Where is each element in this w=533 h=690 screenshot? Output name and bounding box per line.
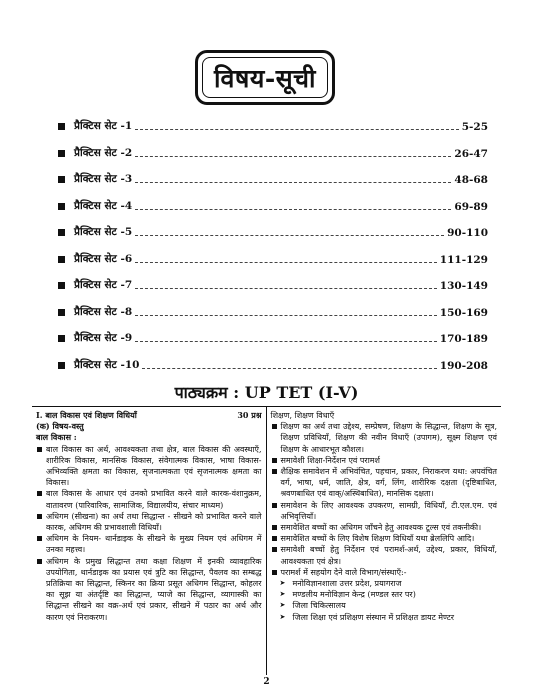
dotted-leader bbox=[142, 368, 436, 369]
list-item: परामर्श में सहयोग देने वाले विभाग/संस्थाएँ:- bbox=[271, 567, 498, 578]
toc-label: प्रैक्टिस सेट -2 bbox=[74, 146, 133, 159]
toc-pages: 130-149 bbox=[439, 280, 488, 292]
toc-pages: 170-189 bbox=[439, 333, 488, 345]
syllabus-right-column bbox=[267, 407, 502, 675]
toc-label: प्रैक्टिस सेट -4 bbox=[74, 199, 133, 212]
toc-row[interactable] bbox=[58, 171, 488, 186]
bullet-square-icon bbox=[58, 362, 65, 369]
toc-pages: 26-47 bbox=[454, 147, 488, 160]
toc-pages: 111-129 bbox=[439, 253, 488, 266]
toc-label: प्रैक्टिस सेट -5 bbox=[74, 226, 133, 238]
title-box bbox=[195, 50, 335, 105]
sub-list-item: ➤ मण्डलीय मनोविज्ञान केन्द्र (मण्डल स्तर पर) bbox=[271, 589, 498, 600]
list-item: समावेशी शिक्षा-निर्देशन एवं परामर्श bbox=[271, 455, 498, 466]
sub-list-item: ➤ जिला चिकित्सालय bbox=[271, 600, 498, 611]
sub-list-item: ➤ जिला शिक्षा एवं प्रशिक्षण संस्थान में प्रशिक्षत डायट मेण्टर bbox=[271, 612, 498, 623]
page-number: 2 bbox=[263, 677, 270, 687]
bullet-square-icon bbox=[58, 256, 65, 263]
bullet-square-icon bbox=[58, 335, 65, 342]
toc-row[interactable] bbox=[58, 118, 488, 133]
toc-label: प्रैक्टिस सेट -7 bbox=[74, 279, 133, 291]
list-item: समावेशित बच्चों का अधिगम जाँचने हेतु आवश्यक टूल्स एवं तकनीकी। bbox=[271, 522, 498, 533]
bullet-square-icon bbox=[58, 282, 65, 289]
sub-heading: (क) विषय-वस्तु bbox=[36, 421, 84, 432]
toc-label: प्रैक्टिस सेट -9 bbox=[74, 332, 133, 344]
dotted-leader bbox=[135, 341, 437, 342]
toc-row[interactable] bbox=[58, 251, 488, 266]
toc-label: प्रैक्टिस सेट -6 bbox=[74, 252, 133, 265]
toc-label: प्रैक्टिस सेट -3 bbox=[74, 173, 133, 185]
list-item: अधिगम के प्रमुख सिद्धान्त तथा कक्षा शिक्षण में इनकी व्यावहारिक उपयोगिता, थार्नडाइक का प्रयास एवं त्रुटि का सिद्धान्त, पैवलव का सम्बद्ध प्रतिक्रिया का सिद्धान्त, स्किनर का क्रिया प्रसूत अधिगम सिद्धान्त, कोहलर का सूझ या अंतर्दृष्टि का सिद्धान्त, प्याजे का सिद्धान्त, व्यागास्की का सिद्धान्त सीखने का वक्र-अर्थ एवं प्रकार, सीखने में पठार का अर्थ और कारण एवं निराकरण। bbox=[36, 556, 262, 623]
toc-label: प्रैक्टिस सेट -10 bbox=[74, 358, 140, 371]
bullet-square-icon bbox=[58, 309, 65, 316]
toc-pages: 190-208 bbox=[439, 359, 488, 372]
list-item: समावेशित बच्चों के लिए विशेष शिक्षण विधियाँ यथा ब्रेललिपि आदि। bbox=[271, 533, 498, 544]
list-item: अधिगम (सीखना) का अर्थ तथा सिद्धान्त - सीखने को प्रभावित करने वाले कारक, अधिगम की प्रभावशाली विधियाँ। bbox=[36, 511, 262, 533]
list-item: शैक्षिक समावेशन में अभिवंचित, पहचान, प्रकार, निराकरण यथा: अपवंचित वर्ग, भाषा, धर्म, जाति, क्षेत्र, वर्ग, लिंग, शारीरिक दक्षता (दृष्टिबाधित, श्रवणबाधित एवं वाक्/अस्थिबाधित), मानसिक दक्षता। bbox=[271, 466, 498, 500]
toc-row[interactable] bbox=[58, 330, 488, 345]
toc-label: प्रैक्टिस सेट -1 bbox=[74, 120, 133, 132]
toc-pages: 90-110 bbox=[447, 227, 488, 239]
list-item: समावेशी बच्चों हेतु निर्देशन एवं परामर्श-अर्थ, उद्देश्य, प्रकार, विधियाँ, आवश्यकता एवं क्षेत्र। bbox=[271, 544, 498, 566]
list-item: अधिगम के नियम- थार्नडाइक के सीखने के मुख्य नियम एवं अधिगम में उनका महत्त्व। bbox=[36, 533, 262, 555]
toc-row[interactable] bbox=[58, 224, 488, 239]
dotted-leader bbox=[135, 209, 451, 210]
toc-row[interactable] bbox=[58, 304, 488, 319]
toc-row[interactable] bbox=[58, 357, 488, 372]
bullet-square-icon bbox=[58, 203, 65, 210]
toc-pages: 69-89 bbox=[454, 200, 488, 213]
toc-row[interactable] bbox=[58, 277, 488, 292]
intro-text: शिक्षण, शिक्षण विधाएँ bbox=[270, 411, 335, 420]
toc-pages: 5-25 bbox=[461, 121, 488, 133]
list-item: बाल विकास के आधार एवं उनको प्रभावित करने वाले कारक-वंशानुक्रम, वातावरण (पारिवारिक, सामाजिक, विद्यालयीय, संचार माध्यम) bbox=[36, 488, 262, 510]
dotted-leader bbox=[135, 315, 437, 316]
dotted-leader bbox=[135, 262, 437, 263]
dotted-leader bbox=[135, 288, 437, 289]
dotted-leader bbox=[135, 182, 451, 183]
dotted-leader bbox=[135, 235, 444, 236]
bullet-square-icon bbox=[58, 176, 65, 183]
list-item: समावेशन के लिए आवश्यक उपकरण, सामग्री, विधियाँ, टी.एल.एम. एवं अभिवृत्तियाँ। bbox=[271, 500, 498, 522]
syllabus-left-column bbox=[32, 407, 267, 675]
list-item: शिक्षण का अर्थ तथा उद्देश्य, सम्प्रेषण, शिक्षण के सिद्धान्त, शिक्षण के सूत्र, शिक्षण प्रविधियाँ, शिक्षण की नवीन विधाएँ (उपागम), सूक्ष्म शिक्षण एवं शिक्षण के आधारभूत कौशल। bbox=[271, 421, 498, 455]
section-header bbox=[36, 410, 262, 421]
dotted-leader bbox=[135, 156, 451, 157]
list-item: बाल विकास का अर्थ, आवश्यकता तथा क्षेत्र, बाल विकास की अवस्थाएँ, शारीरिक विकास, मानसिक विकास, संवेगात्मक विकास, भाषा विकास- अभिव्यक्ति क्षमता का विकास, सृजनात्मकता एवं सृजनात्मक क्षमता का विकास। bbox=[36, 444, 262, 489]
bullet-square-icon bbox=[58, 229, 65, 236]
table-of-contents bbox=[58, 118, 488, 383]
sub-list-item: ➤ मनोविज्ञानशाला उत्तर प्रदेश, प्रयागराज bbox=[271, 578, 498, 589]
toc-row[interactable] bbox=[58, 145, 488, 160]
toc-pages: 150-169 bbox=[439, 306, 488, 319]
bullet-square-icon bbox=[58, 123, 65, 130]
toc-label: प्रैक्टिस सेट -8 bbox=[74, 305, 133, 318]
syllabus-columns bbox=[32, 406, 501, 675]
page-title: विषय-सूची bbox=[214, 63, 316, 93]
toc-row[interactable] bbox=[58, 198, 488, 213]
toc-pages: 48-68 bbox=[454, 174, 488, 186]
section-marks: 30 प्रश्न bbox=[237, 410, 262, 420]
sub-heading: बाल विकास : bbox=[36, 432, 77, 443]
syllabus-heading: पाठ्यक्रम : UP TET (I-V) bbox=[174, 383, 359, 402]
bullet-square-icon bbox=[58, 150, 65, 157]
dotted-leader bbox=[135, 129, 459, 130]
section-title: I. बाल विकास एवं शिक्षण विधियाँ bbox=[36, 410, 137, 420]
